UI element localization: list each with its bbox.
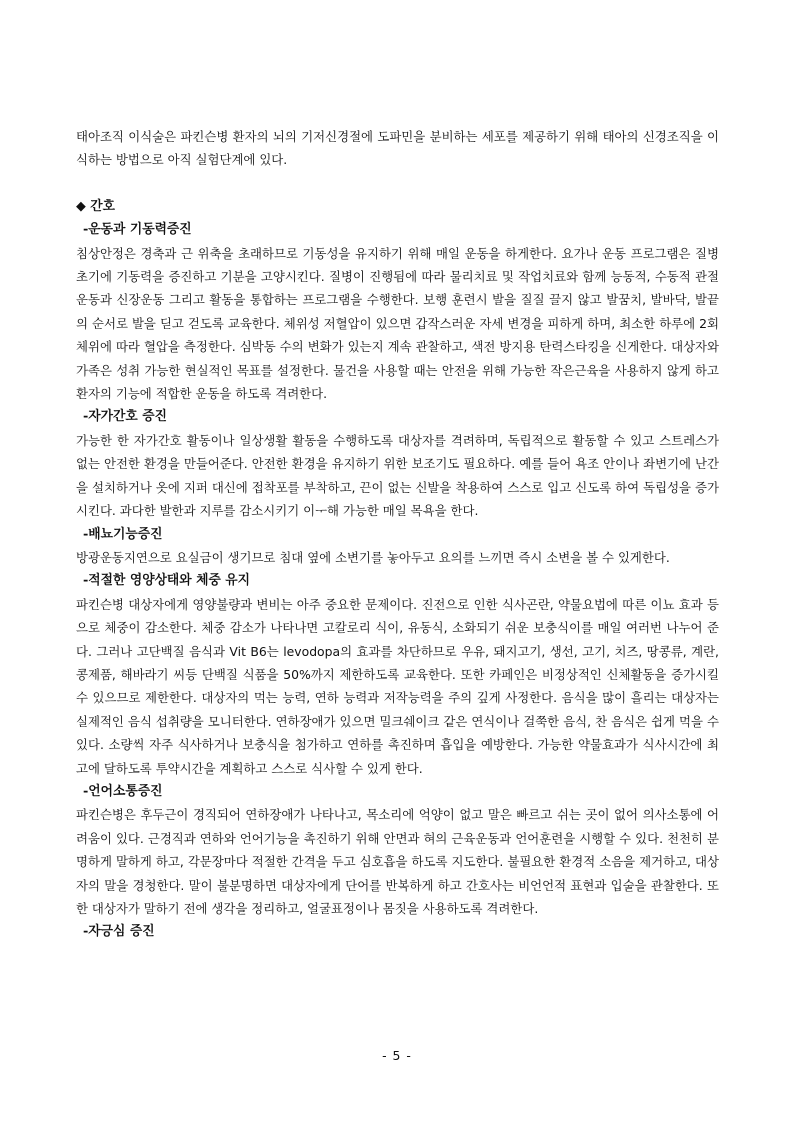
- subsection-heading-nutrition: -적절한 영양상태와 체중 유지: [83, 573, 251, 589]
- intro-paragraph: 태아조직 이식술은 파킨슨병 환자의 뇌의 기저신경절에 도파민을 분비하는 세포를 제공하기 위해 태아의 신경조직을 이식하는 방법으로 아직 실험단계에 있다.: [76, 129, 719, 168]
- subsection-body-communication: 파킨슨병은 후두근이 경직되어 연하장애가 나타나고, 목소리에 억양이 없고 말은 빠르고 쉬는 곳이 없어 의사소통에 어려움이 있다. 근경직과 연하와 언어기능을 촉진하기 위해 안면과 혀의 근육운동과 언어훈련을 시행할 수 있다. 천천히 분명하게 말하게 하고, 각문장마다 적절한 간격을 두고 심호흡을 하도록 지도한다. 불필요한 환경적 소음을 제거하고, 대상자의 말을 경청한다. 말이 불분명하면 대상자에게 단어를 반복하게 하고 간호사는 비언언적 표현과 입술을 관찰한다. 또한 대상자가 말하기 전에 생각을 정리하고, 얼굴표정이나 몸짓을 사용하도록 격려한다.: [76, 807, 719, 916]
- subsection-body-mobility: 침상안정은 경축과 근 위축을 초래하므로 기동성을 유지하기 위해 매일 운동을 하게한다. 요가나 운동 프로그램은 질병 초기에 기동력을 증진하고 기분을 고양시킨다. 질병이 진행됨에 따라 물리치료 및 작업치료와 함께 능동적, 수동적 관절운동과 신장운동 그리고 활동을 통합하는 프로그램을 수행한다. 보행 훈련시 발을 질질 끌지 않고 발꿈치, 발바닥, 발끝의 순서로 발을 딛고 걷도록 교육한다. 체위성 저혈압이 있으면 갑작스러운 자세 변경을 피하게 하며, 최소한 하루에 2회 체위에 따라 혈압을 측정한다. 심박동 수의 변화가 있는지 계속 관찰하고, 색전 방지용 탄력스타킹을 신게한다. 대상자와 가족은 성취 가능한 현실적인 목표를 설정한다. 물건을 사용할 때는 안전을 위해 가능한 작은근육을 사용하지 않게 하고 환자의 기능에 적합한 운동을 하도록 격려한다.: [76, 245, 719, 402]
- subsection-heading-self-care: -자가간호 증진: [83, 409, 167, 425]
- page-number: - 5 -: [382, 1048, 412, 1063]
- subsection-body-urination: 방광운동지연으로 요실금이 생기므로 침대 옆에 소변기를 놓아두고 요의를 느끼면 즉시 소변을 볼 수 있게한다.: [76, 549, 670, 565]
- subsection-heading-mobility: -운동과 기동력증진: [83, 222, 192, 238]
- section-title-nursing: ◆ 간호: [76, 198, 116, 214]
- subsection-heading-urination: -배뇨기능증진: [83, 526, 163, 542]
- subsection-heading-communication: -언어소통증진: [83, 783, 163, 799]
- document-page: [76, 125, 719, 944]
- subsection-heading-self-esteem: -자긍심 증진: [83, 924, 155, 940]
- subsection-body-nutrition: 파킨슨병 대상자에게 영양불량과 변비는 아주 중요한 문제이다. 진전으로 인한 식사곤란, 약물요법에 따른 이뇨 효과 등으로 체중이 감소한다. 체중 감소가 나타나면 고칼로리 식이, 유동식, 소화되기 쉬운 보충식이를 매일 여러번 나누어 준다. 그러나 고단백질 음식과 Vit B6는 levodopa의 효과를 차단하므로 우유, 돼지고기, 생선, 고기, 치즈, 땅콩류, 계란, 콩제품, 해바라기 씨등 단백질 식품을 50%까지 제한하도록 교육한다. 또한 카페인은 비정상적인 신체활동을 증가시킬 수 있으므로 제한한다. 대상자의 먹는 능력, 연하 능력과 저작능력을 주의 깊게 사정한다. 음식을 많이 흘리는 대상자는 실제적인 음식 섭취량을 모니터한다. 연하장애가 있으면 밀크쉐이크 같은 연식이나 걸쭉한 음식, 찬 음식은 쉽게 먹을 수 있다. 소량씩 자주 식사하거나 보충식을 첨가하고 연하를 촉진하며 흡입을 예방한다. 가능한 약물효과가 식사시간에 최고에 달하도록 투약시간을 계획하고 스스로 식사할 수 있게 한다.: [76, 596, 719, 776]
- subsection-body-self-care: 가능한 한 자가간호 활동이나 일상생활 활동을 수행하도록 대상자를 격려하며, 독립적으로 활동할 수 있고 스트레스가 없는 안전한 환경을 만들어준다. 안전한 환경을 유지하기 위한 보조기도 필요하다. 예를 들어 욕조 안이나 좌변기에 난간을 설치하거나 옷에 지퍼 대신에 접착포를 부착하고, 끈이 없는 신발을 착용하여 스스로 입고 신도록 하여 독립성을 증가시킨다. 과다한 발한과 지루를 감소시키기 이ᅮ해 가능한 매일 목욕을 한다.: [76, 432, 719, 519]
